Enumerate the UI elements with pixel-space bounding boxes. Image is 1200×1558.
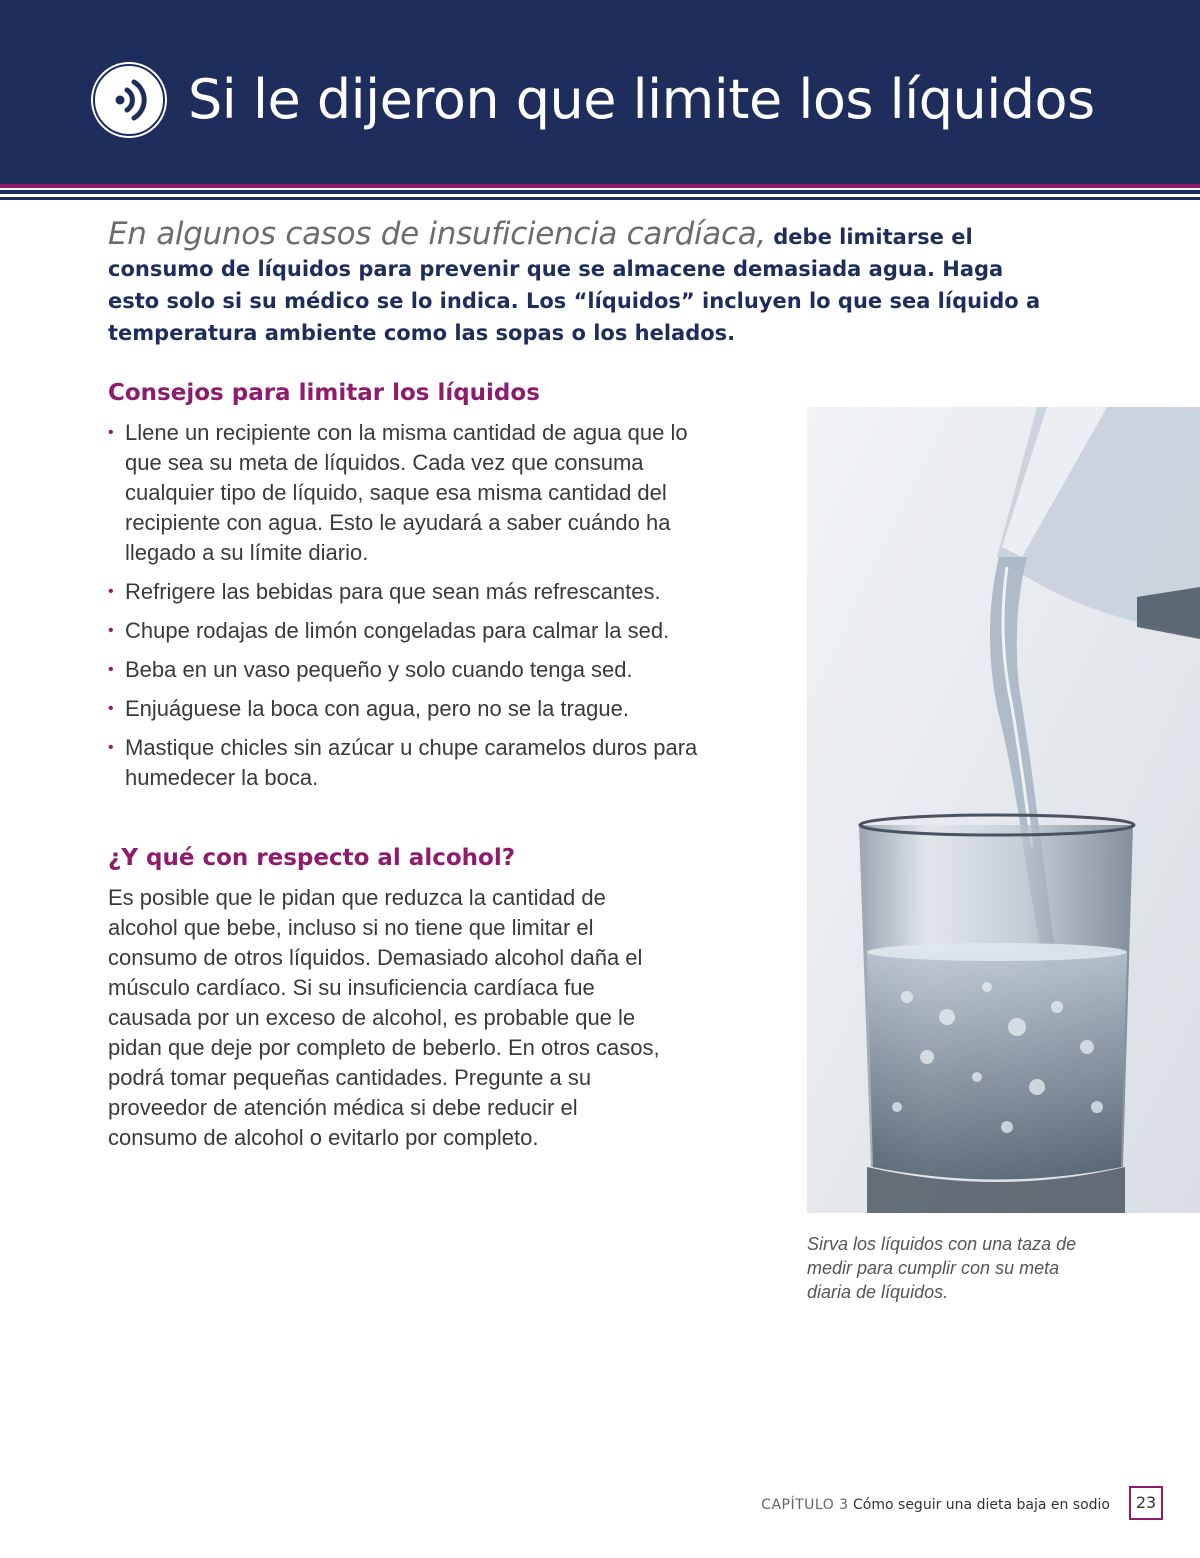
page-number: 23 bbox=[1129, 1486, 1163, 1520]
list-item-text: Llene un recipiente con la misma cantidad de agua que lo que sea su meta de líquidos. Cada vez que consuma cualquier tipo de líquido, saque esa misma cantidad del recipiente con agua. Esto le ayudará a saber cuándo ha llegado a su límite diario. bbox=[125, 420, 688, 565]
page-title: Si le dijeron que limite los líquidos bbox=[188, 68, 1095, 131]
list-item bbox=[108, 655, 728, 685]
list-item-text: Beba en un vaso pequeño y solo cuando tenga sed. bbox=[125, 657, 633, 682]
tips-heading: Consejos para limitar los líquidos bbox=[108, 380, 540, 406]
bullet-icon: • bbox=[108, 622, 114, 639]
bullet-icon: • bbox=[108, 700, 114, 717]
list-item bbox=[108, 694, 728, 724]
tips-list bbox=[108, 418, 728, 802]
list-item bbox=[108, 616, 728, 646]
bullet-icon: • bbox=[108, 424, 114, 441]
footer-chapter bbox=[761, 1494, 1110, 1516]
footer-chapter-title: Cómo seguir una dieta baja en sodio bbox=[853, 1497, 1110, 1513]
water-glass-photo bbox=[807, 407, 1200, 1213]
bullet-icon: • bbox=[108, 661, 114, 678]
list-item-text: Enjuáguese la boca con agua, pero no se la trague. bbox=[125, 696, 629, 721]
list-item-text: Chupe rodajas de limón congeladas para calmar la sed. bbox=[125, 618, 670, 643]
bullet-icon: • bbox=[108, 739, 114, 756]
footer-chapter-label: CAPÍTULO 3 bbox=[761, 1497, 849, 1513]
header-divider-navy-thin bbox=[0, 197, 1200, 200]
intro-body: debe limitarse el consumo de líquidos para prevenir que se almacene demasiada agua. Haga esto solo si su médico se lo indica. Los “líquidos” incluyen lo que sea líquido a temperatura ambiente como las sopas o los helados. bbox=[108, 225, 1041, 345]
header-banner bbox=[0, 0, 1200, 184]
alcohol-heading: ¿Y qué con respecto al alcohol? bbox=[108, 845, 516, 871]
list-item bbox=[108, 577, 728, 607]
bullet-icon: • bbox=[108, 583, 114, 600]
intro-paragraph bbox=[108, 218, 1048, 349]
intro-lead: En algunos casos de insuficiencia cardíaca, bbox=[108, 216, 766, 252]
photo-caption: Sirva los líquidos con una taza de medir para cumplir con su meta diaria de líquidos. bbox=[807, 1234, 1077, 1302]
header-divider-magenta bbox=[0, 184, 1200, 188]
list-item bbox=[108, 418, 728, 568]
alcohol-paragraph: Es posible que le pidan que reduzca la cantidad de alcohol que bebe, incluso si no tiene que limitar el consumo de otros líquidos. Demasiado alcohol daña el músculo cardíaco. Si su insuficiencia cardíaca fue causada por un exceso de alcohol, es probable que le pidan que deje por completo de beberlo. En otros casos, podrá tomar pequeñas cantidades. Pregunte a su proveedor de atención médica si debe reducir el consumo de alcohol o evitarlo por completo. bbox=[108, 885, 660, 1150]
list-item-text: Refrigere las bebidas para que sean más refrescantes. bbox=[125, 579, 661, 604]
list-item bbox=[108, 733, 728, 793]
audio-waves-icon bbox=[91, 62, 167, 138]
header-divider-navy bbox=[0, 190, 1200, 194]
list-item-text: Mastique chicles sin azúcar u chupe caramelos duros para humedecer la boca. bbox=[125, 735, 698, 790]
